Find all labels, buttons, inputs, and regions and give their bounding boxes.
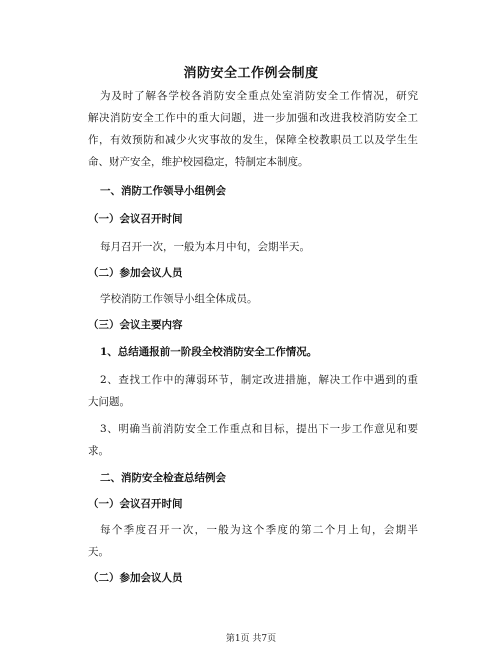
section1-sub2-heading: （二）参加会议人员: [88, 267, 183, 279]
section1-item-2-line-1: 2、查找工作中的薄弱环节，制定改进措施，解决工作中遇到的重: [100, 374, 418, 386]
section2-sub1-text-line-2: 天。: [88, 546, 109, 558]
section1-item-3-line-2: 求。: [88, 445, 109, 457]
intro-line-4: 命、财产安全，维护校园稳定，特制定本制度。: [88, 156, 309, 168]
section2-sub2-heading: （二）参加会议人员: [88, 572, 183, 584]
section1-item-3-line-1: 3、明确当前消防安全工作重点和目标，提出下一步工作意见和要: [100, 423, 418, 435]
document-title: 消防安全工作例会制度: [183, 66, 319, 81]
section1-item-2-line-2: 大问题。: [88, 396, 130, 408]
section2-heading: 二、消防安全检查总结例会: [100, 472, 226, 484]
section1-sub2-text: 学校消防工作领导小组全体成员。: [100, 293, 258, 305]
section1-heading: 一、消防工作领导小组例会: [100, 185, 226, 197]
intro-line-3: 作，有效预防和减少火灾事故的发生，保障全校教职员工以及学生生: [88, 134, 418, 146]
intro-line-1: 为及时了解各学校各消防安全重点处室消防安全工作情况，研究: [100, 90, 418, 102]
intro-line-2: 解决消防安全工作中的重大问题，进一步加强和改进我校消防安全工: [88, 112, 418, 124]
page-number-footer: 第1页 共7页: [225, 634, 277, 644]
section1-sub1-heading: （一）会议召开时间: [88, 213, 183, 225]
section1-item-1: 1、总结通报前一阶段全校消防安全工作情况。: [100, 346, 318, 358]
section1-sub3-heading: （三）会议主要内容: [88, 319, 183, 331]
section2-sub1-heading: （一）会议召开时间: [88, 498, 183, 510]
section2-sub1-text-line-1: 每个季度召开一次，一般为这个季度的第二个月上旬，会期半: [100, 524, 418, 536]
section1-sub1-text: 每月召开一次，一般为本月中旬，会期半天。: [100, 241, 310, 253]
